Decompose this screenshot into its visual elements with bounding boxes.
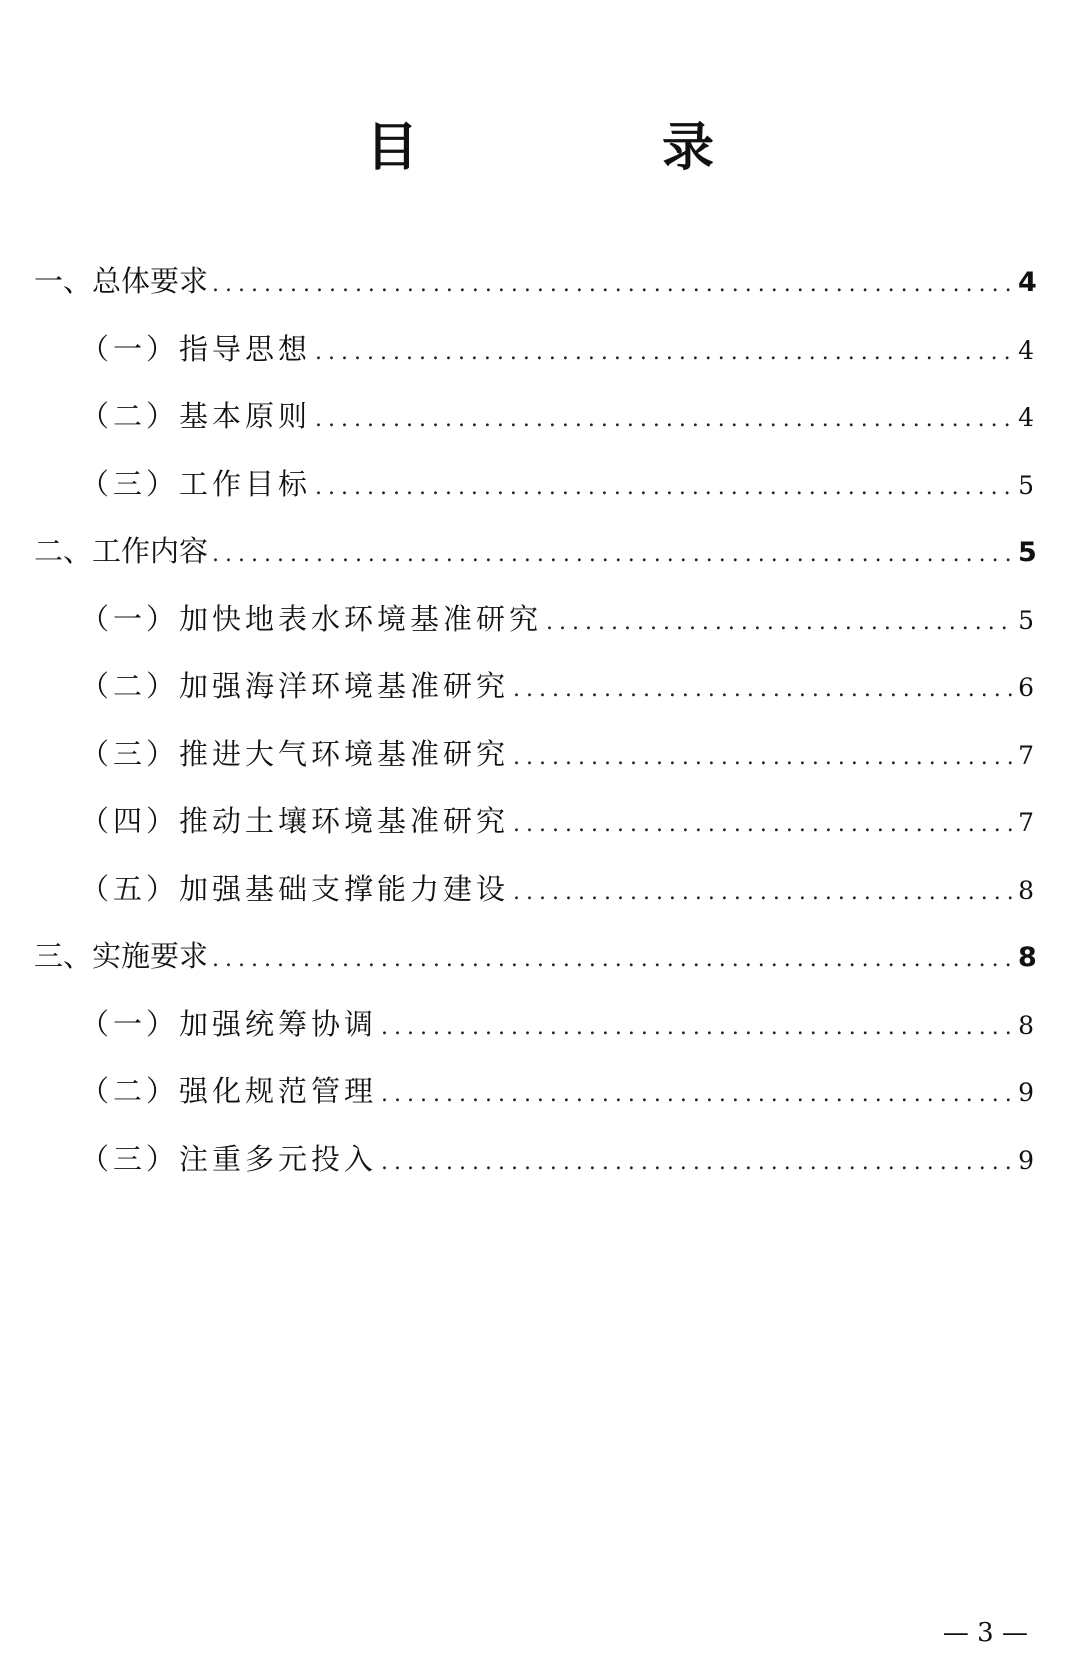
- toc-entry-page-number: 7: [1018, 740, 1034, 770]
- toc-subsection-entry[interactable]: [34, 586, 1034, 654]
- toc-entry-page-number: 8: [1018, 875, 1034, 905]
- toc-subsection-entry[interactable]: [34, 653, 1034, 721]
- toc-dot-leader: [315, 386, 1014, 454]
- toc-entry-label: （一）指导思想: [80, 331, 312, 366]
- toc-entry-page-number: 5: [1018, 470, 1034, 500]
- toc-dot-leader: [381, 994, 1014, 1062]
- toc-dot-leader: [546, 589, 1014, 657]
- toc-dot-leader: [315, 319, 1014, 387]
- toc-entry-label: （二）加强海洋环境基准研究: [80, 669, 510, 703]
- toc-entry-label: （二）基本原则: [80, 399, 312, 433]
- toc-entry-page-number: 8: [1018, 942, 1037, 973]
- toc-subsection-entry[interactable]: [34, 383, 1034, 451]
- toc-entry-page-number: 6: [1018, 673, 1034, 702]
- toc-entry-label: （四）推动土壤环境基准研究: [80, 804, 510, 838]
- toc-entry-page-number: 4: [1018, 267, 1037, 298]
- page-title: 目 录: [365, 118, 810, 178]
- toc-entry-page-number: 9: [1018, 1078, 1034, 1107]
- toc-entry-label: 三、实施要求: [34, 939, 209, 973]
- toc-subsection-entry[interactable]: [34, 1058, 1034, 1126]
- toc-entry-page-number: 4: [1018, 403, 1034, 432]
- toc-entry-page-number: 5: [1018, 537, 1037, 568]
- toc-subsection-entry[interactable]: [34, 316, 1034, 384]
- toc-dot-leader: [315, 454, 1014, 522]
- toc-subsection-entry[interactable]: [34, 788, 1034, 856]
- toc-subsection-entry[interactable]: [34, 856, 1034, 924]
- toc-section-entry[interactable]: [34, 923, 1037, 991]
- toc-subsection-entry[interactable]: [34, 991, 1034, 1059]
- toc-dot-leader: [513, 656, 1014, 724]
- toc-entry-page-number: 8: [1018, 1010, 1034, 1040]
- toc-entry-label: （二）强化规范管理: [80, 1074, 378, 1108]
- page-number: — 3 —: [942, 1618, 1028, 1648]
- toc-entry-label: 二、工作内容: [34, 534, 209, 568]
- toc-entry-label: 一、总体要求: [34, 264, 209, 298]
- toc-entry-label: （五）加强基础支撑能力建设: [80, 871, 510, 906]
- toc-entry-label: （三）推进大气环境基准研究: [80, 736, 510, 771]
- toc-subsection-entry[interactable]: [34, 451, 1034, 519]
- toc-entry-label: （三）注重多元投入: [80, 1141, 378, 1176]
- table-of-contents: [34, 248, 1037, 1193]
- toc-entry-label: （一）加快地表水环境基准研究: [80, 601, 543, 636]
- toc-dot-leader: [513, 724, 1014, 792]
- toc-dot-leader: [513, 791, 1014, 859]
- toc-dot-leader: [381, 1061, 1014, 1129]
- toc-subsection-entry[interactable]: [34, 1126, 1034, 1194]
- toc-section-entry[interactable]: [34, 518, 1037, 586]
- toc-entry-page-number: 4: [1018, 335, 1034, 365]
- toc-entry-page-number: 5: [1018, 605, 1034, 635]
- toc-section-entry[interactable]: [34, 248, 1037, 316]
- toc-dot-leader: [212, 521, 1014, 589]
- toc-entry-label: （三）工作目标: [80, 466, 312, 501]
- toc-dot-leader: [513, 859, 1014, 927]
- toc-dot-leader: [381, 1129, 1014, 1197]
- toc-dot-leader: [212, 926, 1014, 994]
- toc-entry-page-number: 7: [1018, 808, 1034, 837]
- toc-entry-page-number: 9: [1018, 1145, 1034, 1175]
- toc-dot-leader: [212, 251, 1014, 319]
- toc-entry-label: （一）加强统筹协调: [80, 1006, 378, 1041]
- toc-subsection-entry[interactable]: [34, 721, 1034, 789]
